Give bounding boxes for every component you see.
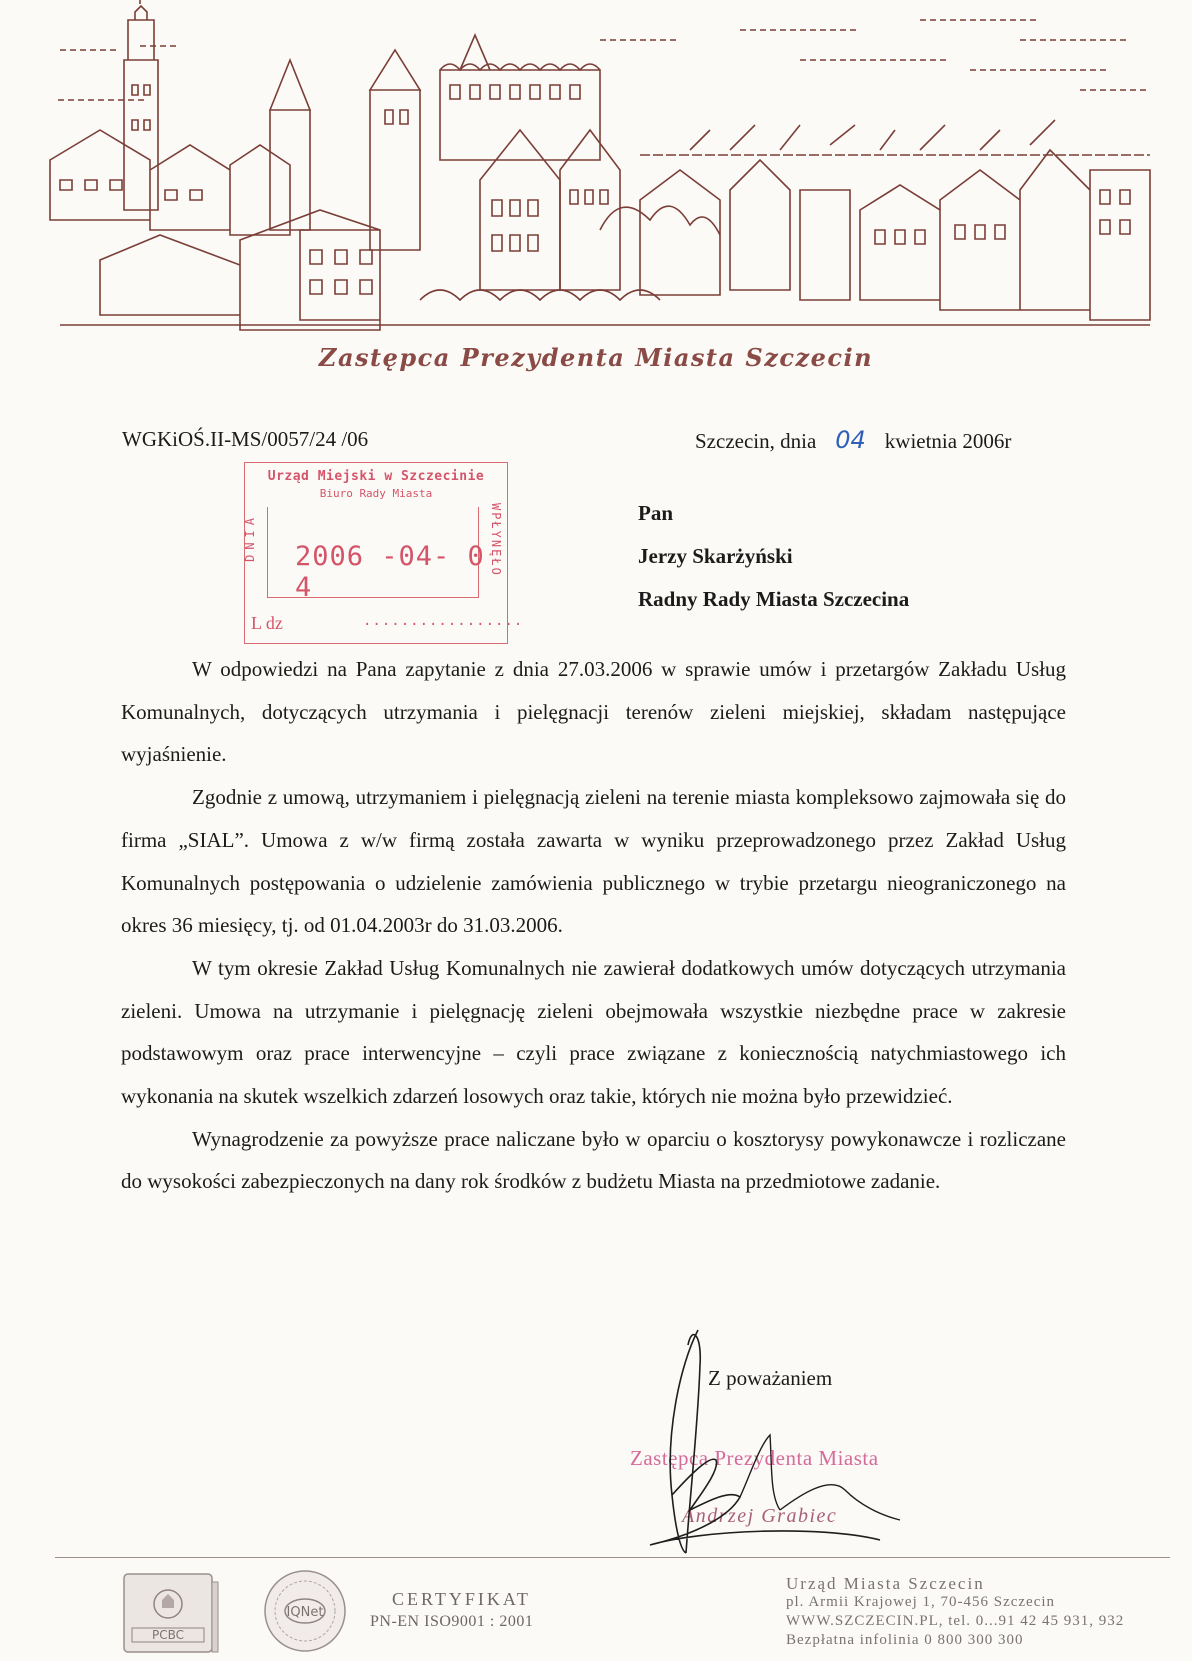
iqnet-label: IQNet bbox=[286, 1605, 324, 1620]
addressee-salutation: Pan bbox=[638, 501, 674, 525]
iqnet-certificate-logo bbox=[262, 1568, 348, 1654]
office-infoline: Bezpłatna infolinia 0 800 300 300 bbox=[786, 1632, 1024, 1648]
stamp-ldz: L dz bbox=[251, 613, 283, 633]
reference-number: WGKiOŚ.II-MS/0057/24 /06 bbox=[122, 427, 369, 451]
certificate-title: CERTYFIKAT bbox=[392, 1589, 531, 1609]
stamp-side-right: WPŁYNĘŁO bbox=[489, 503, 503, 577]
office-contact-block bbox=[786, 1574, 1124, 1650]
letter-body bbox=[121, 648, 1066, 1203]
header-title-text: Zastępca Prezydenta Miasta Szczecin bbox=[318, 343, 874, 372]
addressee-block bbox=[638, 492, 909, 621]
footer-divider bbox=[55, 1557, 1170, 1558]
date-line bbox=[695, 426, 1011, 454]
stamp-date: 2006 -04- 0 4 bbox=[295, 541, 485, 603]
pcbc-emblem-icon bbox=[122, 1572, 222, 1656]
date-day-handwritten: 04 bbox=[835, 426, 866, 454]
iqnet-emblem-icon bbox=[262, 1568, 348, 1654]
body-paragraph: W tym okresie Zakład Usług Komunalnych nie zawierał dodatkowych umów dotyczących utrzymania zieleni. Umowa na utrzymanie i pielęgnację zieleni obejmowała wszystkie niezbędne prace w zakresie podstawowym oraz prace interwencyjne – czyli prace związane z koniecznością natychmiastowego ich wykonania na skutek wszelkich zdarzeń losowych oraz takie, których nie można było przewidzieć. bbox=[121, 955, 1066, 1109]
office-address: pl. Armii Krajowej 1, 70-456 Szczecin bbox=[786, 1594, 1056, 1610]
received-stamp bbox=[243, 462, 524, 644]
skyline-drawing bbox=[40, 0, 1170, 335]
pcbc-certificate-logo bbox=[122, 1572, 222, 1656]
stamp-office: Urząd Miejski w Szczecinie bbox=[267, 469, 485, 484]
date-suffix: kwietnia 2006r bbox=[884, 429, 1012, 453]
addressee-position: Radny Rady Miasta Szczecina bbox=[638, 587, 910, 611]
office-name: Urząd Miasta Szczecin bbox=[786, 1574, 985, 1593]
stamp-ldz-dots: ................. bbox=[363, 613, 524, 629]
stamp-department: Biuro Rady Miasta bbox=[319, 487, 433, 500]
certificate-norm: PN-EN ISO9001 : 2001 bbox=[370, 1613, 534, 1630]
pcbc-label: PCBC bbox=[151, 1628, 185, 1642]
signer-title-stamp: Zastępca Prezydenta Miasta bbox=[630, 1446, 879, 1470]
body-paragraph: Wynagrodzenie za powyższe prace naliczane było w oparciu o kosztorysy powykonawcze i rozliczane do wysokości zabezpieczonych na dany rok środków z budżetu Miasta na przedmiotowe zadanie. bbox=[121, 1126, 1066, 1194]
stamp-side-left: DNIA bbox=[243, 513, 257, 562]
header-office-title bbox=[0, 343, 1192, 372]
handwritten-signature bbox=[620, 1325, 920, 1555]
signer-name-stamp: Andrzej Grabiec bbox=[682, 1505, 838, 1527]
office-web-phone: WWW.SZCZECIN.PL, tel. 0...91 42 45 931, 932 bbox=[786, 1613, 1125, 1629]
body-paragraph: W odpowiedzi na Pana zapytanie z dnia 27.03.2006 w sprawie umów i przetargów Zakładu Usług Komunalnych, dotyczących utrzymania i pielęgnacji terenów zieleni miejskiej, składam następujące wyjaśnienie. bbox=[121, 657, 1066, 767]
addressee-name: Jerzy Skarżyński bbox=[638, 544, 793, 568]
city-skyline-illustration bbox=[40, 0, 1170, 335]
signature-drawing bbox=[620, 1325, 920, 1555]
closing-greeting: Z poważaniem bbox=[708, 1366, 833, 1390]
body-paragraph: Zgodnie z umową, utrzymaniem i pielęgnacją zieleni na terenie miasta kompleksowo zajmowała się do firma „SIAL”. Umowa z w/w firmą została zawarta w wyniku przeprowadzonego przez Zakład Usług Komunalnych postępowania o udzielenie zamówienia publicznego w trybie przetargu nieograniczonego na okres 36 miesięcy, tj. od 01.04.2003r do 31.03.2006. bbox=[121, 785, 1066, 938]
date-prefix: Szczecin, dnia bbox=[695, 429, 817, 453]
